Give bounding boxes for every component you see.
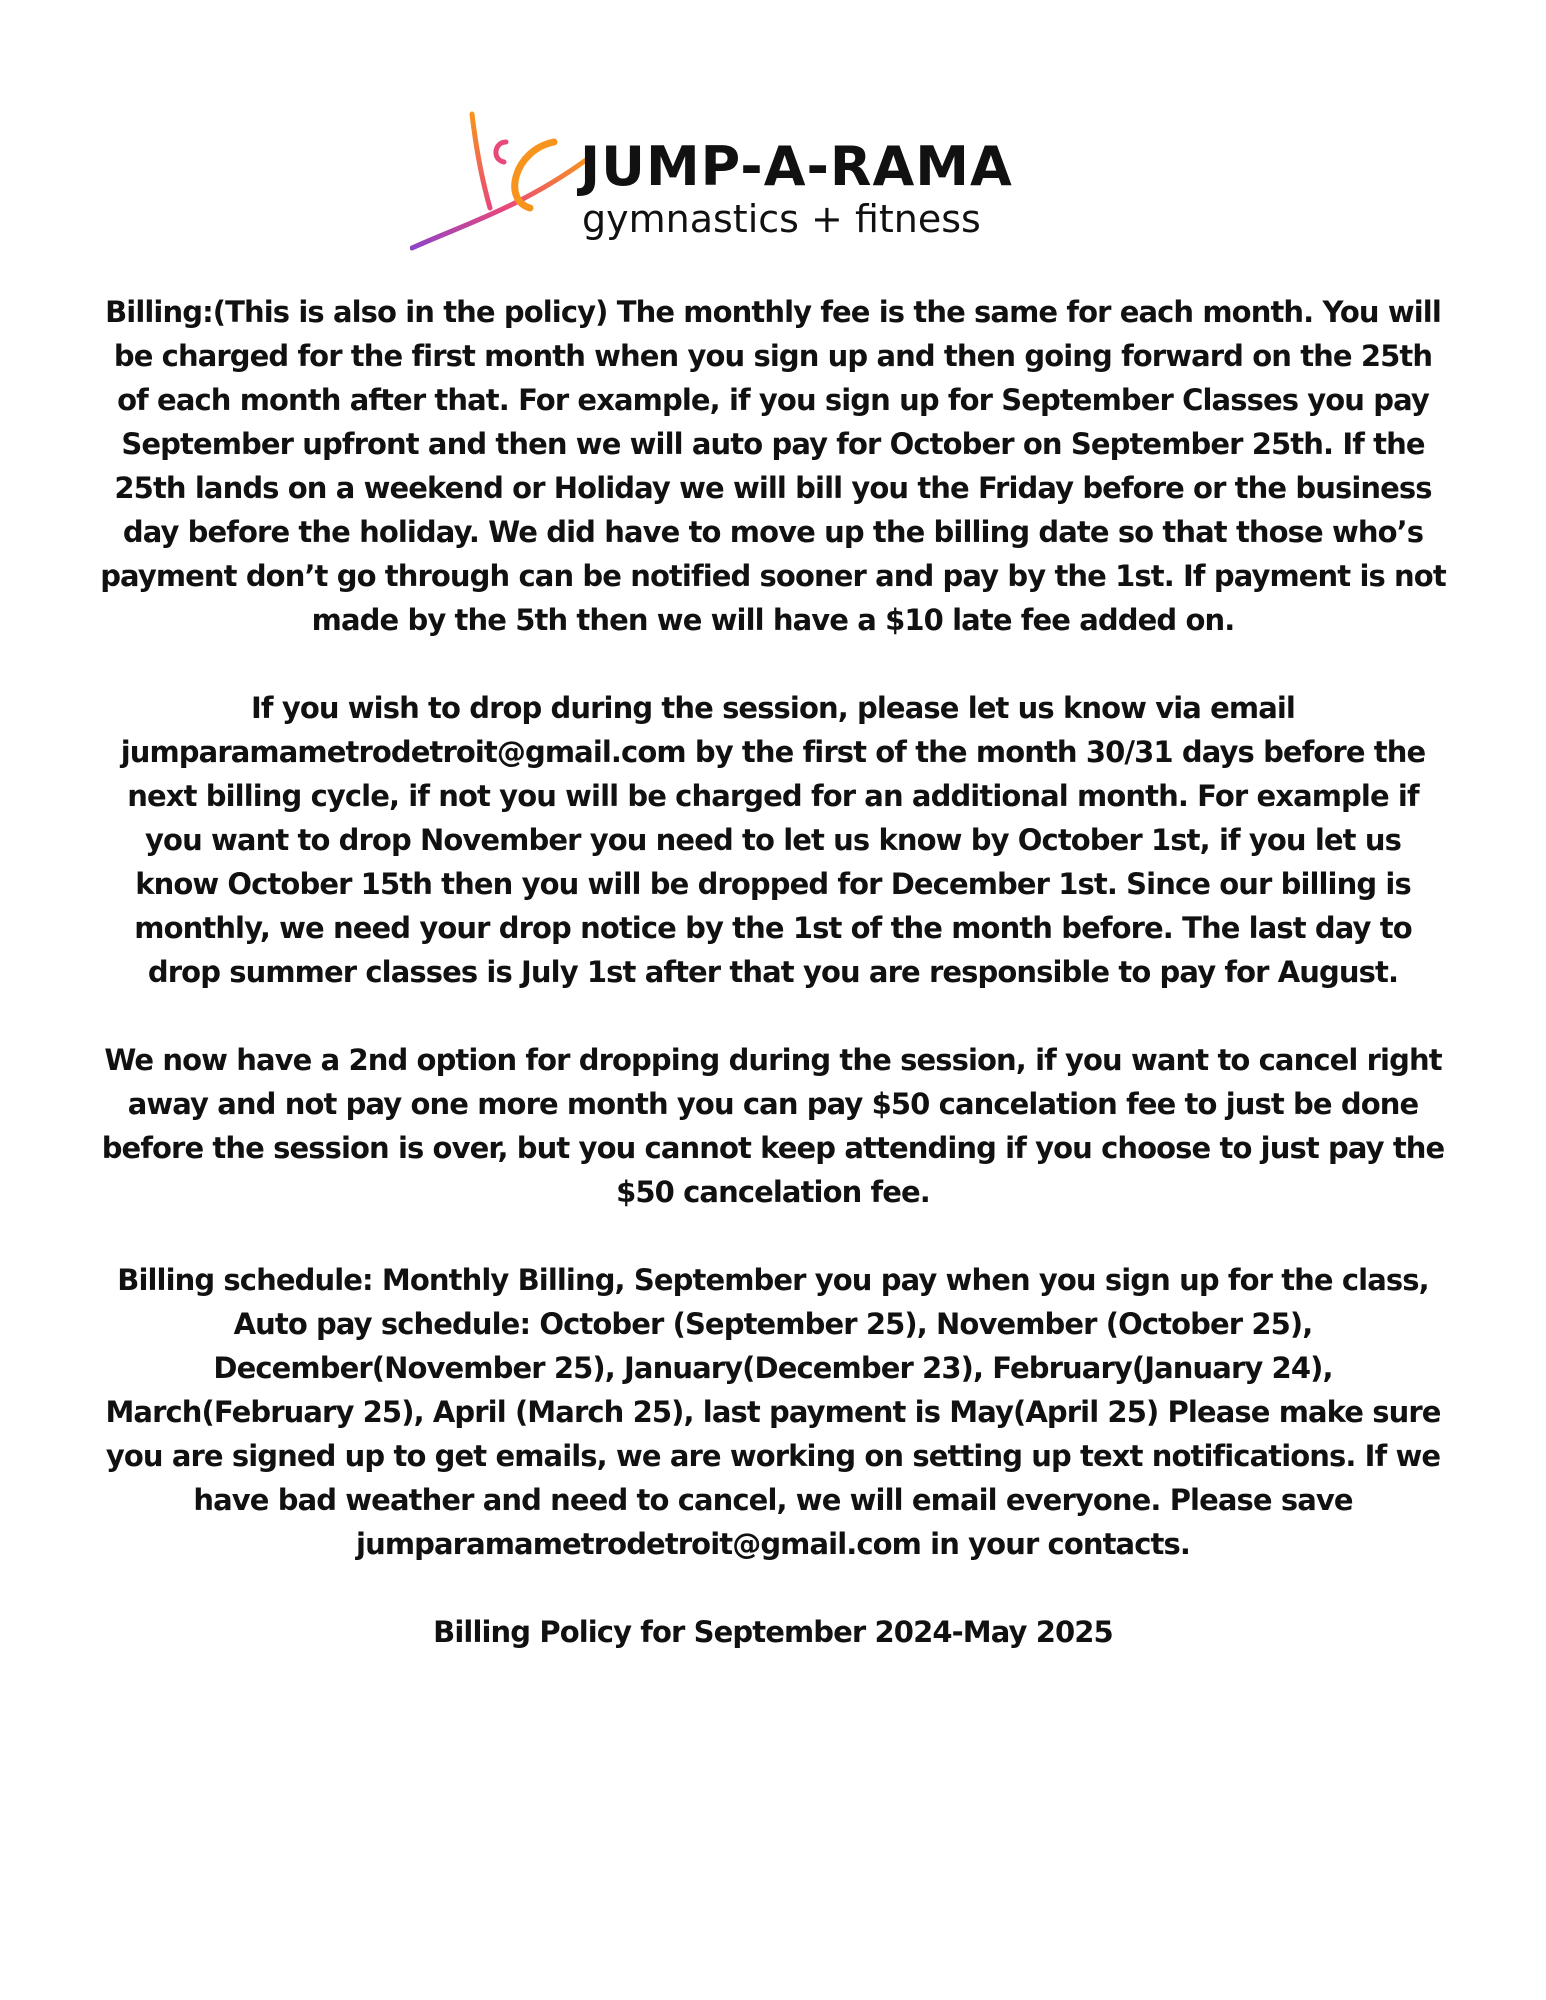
brand-logo: [410, 108, 1030, 258]
brand-title: JUMP-A-RAMA: [580, 135, 1013, 198]
drop-paragraph: If you wish to drop during the session, please let us know via email jumparamametrodetroit@gmail.com by the first of the month 30/31 days before the next billing cycle, if not you will be charged for an additional month. For example if you want to drop November you need to let us know by October 1st, if you let us know October 15th then you will be dropped for December 1st. Since our billing is monthly, we need your drop notice by the 1st of the month before. The last day to drop summer classes is July 1st after that you are responsible to pay for August.: [120, 691, 1426, 989]
billing-schedule-paragraph: Billing schedule: Monthly Billing, September you pay when you sign up for the class, Auto pay schedule: October (September 25), November (October 25), December(November 25), January(December 23), February(January 24), March(February 25), April (March 25), last payment is May(April 25) Please make sure you are signed up to get emails, we are working on setting up text notifications. If we have bad weather and need to cancel, we will email everyone. Please save jumparamametrodetroit@gmail.com in your contacts.: [105, 1263, 1441, 1561]
policy-content: [100, 290, 1446, 1698]
cancel-option-paragraph: We now have a 2nd option for dropping during the session, if you want to cancel right away and not pay one more month you can pay $50 cancelation fee to just be done before the session is over, but you cannot keep attending if you choose to just pay the $50 cancelation fee.: [101, 1043, 1445, 1209]
gymnast-swoosh-logo-icon: [410, 108, 590, 258]
billing-paragraph: Billing:(This is also in the policy) The monthly fee is the same for each month. You will be charged for the first month when you sign up and then going forward on the 25th of each month after that. For example, if you sign up for September Classes you pay September upfront and then we will auto pay for October on September 25th. If the 25th lands on a weekend or Holiday we will bill you the Friday before or the business day before the holiday. We did have to move up the billing date so that those who’s payment don’t go through can be notified sooner and pay by the 1st. If payment is not made by the 5th then we will have a $10 late fee added on.: [100, 295, 1446, 637]
brand-subtitle: gymnastics + fitness: [582, 197, 981, 241]
policy-footer: Billing Policy for September 2024-May 2025: [433, 1615, 1113, 1649]
